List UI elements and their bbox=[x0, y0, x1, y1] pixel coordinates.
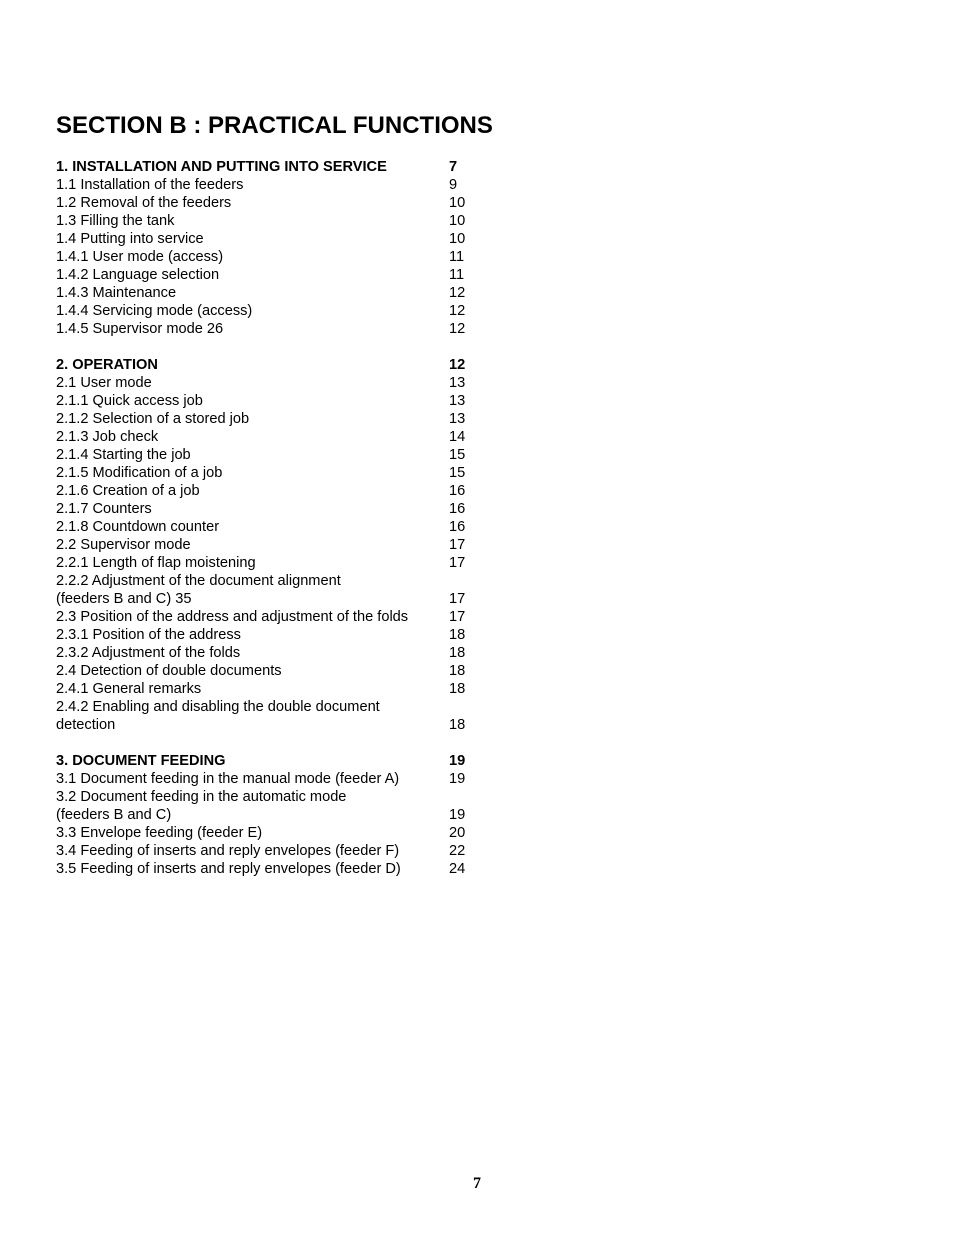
toc-entry bbox=[56, 464, 496, 482]
toc-entry bbox=[56, 428, 496, 446]
toc-entry bbox=[56, 770, 496, 788]
toc-entry bbox=[56, 644, 496, 662]
toc-entry bbox=[56, 518, 496, 536]
toc-entry-title: 2.2.1 Length of flap moistening bbox=[56, 555, 256, 571]
toc-entry-page: 19 bbox=[449, 753, 466, 769]
toc-entry bbox=[56, 392, 496, 410]
toc-entry-title bbox=[56, 788, 449, 824]
toc-entry-page: 19 bbox=[449, 771, 466, 787]
toc-section bbox=[56, 158, 496, 338]
toc-entry-title: 2.1.5 Modification of a job bbox=[56, 465, 223, 481]
toc-entry-page: 9 bbox=[449, 177, 458, 193]
toc-entry-title: 1.4.2 Language selection bbox=[56, 267, 220, 283]
toc-entry-page: 15 bbox=[449, 465, 466, 481]
toc-entry bbox=[56, 662, 496, 680]
toc-entry bbox=[56, 320, 496, 338]
toc-entry-title-line: 3.2 Document feeding in the automatic mode bbox=[56, 789, 347, 805]
toc-entry-title: 3.4 Feeding of inserts and reply envelopes (feeder F) bbox=[56, 843, 400, 859]
toc-entry-title: 2.2 Supervisor mode bbox=[56, 537, 191, 553]
toc-entry-title bbox=[56, 572, 449, 608]
toc-entry-title: 2. OPERATION bbox=[56, 357, 158, 373]
toc-entry-page: 17 bbox=[449, 591, 466, 607]
toc-entry bbox=[56, 248, 496, 266]
toc-entry-title-line: 2.4.2 Enabling and disabling the double document bbox=[56, 699, 380, 715]
toc-section-heading bbox=[56, 356, 496, 374]
toc-entry-title: 2.1.4 Starting the job bbox=[56, 447, 191, 463]
toc-entry bbox=[56, 626, 496, 644]
toc-entry-page: 15 bbox=[449, 447, 466, 463]
toc-entry-page: 18 bbox=[449, 681, 466, 697]
toc-entry-title: 2.1 User mode bbox=[56, 375, 152, 391]
toc-entry-page: 18 bbox=[449, 663, 466, 679]
toc-entry-page: 24 bbox=[449, 861, 466, 877]
toc-entry-title: 3.1 Document feeding in the manual mode (feeder A) bbox=[56, 771, 400, 787]
toc-entry-title: 1.4.4 Servicing mode (access) bbox=[56, 303, 253, 319]
toc-entry-page: 16 bbox=[449, 501, 466, 517]
toc-entry-page: 7 bbox=[449, 159, 458, 175]
toc-entry-page: 11 bbox=[449, 267, 465, 283]
toc-entry-page: 12 bbox=[449, 285, 466, 301]
toc-entry-page: 11 bbox=[449, 249, 465, 265]
toc-entry-page: 12 bbox=[449, 321, 466, 337]
toc-entry-title: 1. INSTALLATION AND PUTTING INTO SERVICE bbox=[56, 159, 387, 175]
page-title: SECTION B : PRACTICAL FUNCTIONS bbox=[56, 112, 493, 139]
toc-entry-page: 18 bbox=[449, 627, 466, 643]
toc-entry bbox=[56, 572, 496, 608]
toc-entry bbox=[56, 284, 496, 302]
toc-entry-title: 2.1.2 Selection of a stored job bbox=[56, 411, 250, 427]
toc-entry-title: 2.4.1 General remarks bbox=[56, 681, 202, 697]
toc-entry-page: 22 bbox=[449, 843, 466, 859]
toc-entry-title: 2.3 Position of the address and adjustment of the folds bbox=[56, 609, 409, 625]
toc-entry-title: 1.4.3 Maintenance bbox=[56, 285, 177, 301]
toc-entry bbox=[56, 680, 496, 698]
toc-entry-page: 10 bbox=[449, 231, 466, 247]
toc-entry-page: 16 bbox=[449, 483, 466, 499]
table-of-contents bbox=[56, 158, 496, 896]
toc-entry-title bbox=[56, 698, 449, 734]
toc-entry-title: 2.1.1 Quick access job bbox=[56, 393, 203, 409]
toc-entry bbox=[56, 608, 496, 626]
toc-entry bbox=[56, 212, 496, 230]
toc-section-heading bbox=[56, 752, 496, 770]
toc-entry-page: 10 bbox=[449, 213, 466, 229]
toc-entry-title: 2.1.6 Creation of a job bbox=[56, 483, 200, 499]
toc-entry bbox=[56, 698, 496, 734]
toc-entry-page: 17 bbox=[449, 609, 466, 625]
toc-entry-title: 2.1.3 Job check bbox=[56, 429, 159, 445]
toc-entry-title: 1.1 Installation of the feeders bbox=[56, 177, 244, 193]
toc-entry-page: 13 bbox=[449, 375, 466, 391]
toc-entry-title: 3. DOCUMENT FEEDING bbox=[56, 753, 226, 769]
toc-entry-page: 18 bbox=[449, 645, 466, 661]
toc-entry-page: 16 bbox=[449, 519, 466, 535]
toc-section bbox=[56, 752, 496, 878]
toc-entry bbox=[56, 176, 496, 194]
toc-entry bbox=[56, 788, 496, 824]
toc-entry-page: 18 bbox=[449, 717, 466, 733]
toc-entry-title: 1.2 Removal of the feeders bbox=[56, 195, 232, 211]
toc-entry-page: 17 bbox=[449, 537, 466, 553]
toc-entry bbox=[56, 374, 496, 392]
toc-section bbox=[56, 356, 496, 734]
toc-entry-page: 17 bbox=[449, 555, 466, 571]
toc-entry-title: 1.4.1 User mode (access) bbox=[56, 249, 224, 265]
toc-entry-title: 2.1.7 Counters bbox=[56, 501, 152, 517]
toc-entry-title: 3.3 Envelope feeding (feeder E) bbox=[56, 825, 263, 841]
toc-entry bbox=[56, 266, 496, 284]
toc-entry-title: 1.4 Putting into service bbox=[56, 231, 204, 247]
toc-entry-title-line: 2.2.2 Adjustment of the document alignment bbox=[56, 573, 341, 589]
toc-entry-title-line: (feeders B and C) bbox=[56, 807, 172, 823]
toc-entry bbox=[56, 194, 496, 212]
toc-entry bbox=[56, 230, 496, 248]
toc-entry-title-line: (feeders B and C) 35 bbox=[56, 591, 192, 607]
toc-entry-title: 3.5 Feeding of inserts and reply envelopes (feeder D) bbox=[56, 861, 401, 877]
toc-entry-page: 19 bbox=[449, 807, 466, 823]
toc-entry bbox=[56, 824, 496, 842]
toc-entry bbox=[56, 482, 496, 500]
toc-entry-title: 2.1.8 Countdown counter bbox=[56, 519, 220, 535]
toc-entry-title: 1.4.5 Supervisor mode 26 bbox=[56, 321, 224, 337]
toc-entry bbox=[56, 302, 496, 320]
toc-entry bbox=[56, 536, 496, 554]
toc-section-heading bbox=[56, 158, 496, 176]
toc-entry-page: 12 bbox=[449, 303, 466, 319]
toc-entry-page: 13 bbox=[449, 393, 466, 409]
toc-entry-page: 14 bbox=[449, 429, 466, 445]
toc-entry-page: 10 bbox=[449, 195, 466, 211]
toc-entry bbox=[56, 554, 496, 572]
toc-entry bbox=[56, 446, 496, 464]
toc-entry bbox=[56, 500, 496, 518]
toc-entry bbox=[56, 860, 496, 878]
toc-entry-title: 2.4 Detection of double documents bbox=[56, 663, 282, 679]
toc-entry-title: 2.3.2 Adjustment of the folds bbox=[56, 645, 241, 661]
page-number: 7 bbox=[473, 1175, 481, 1192]
toc-entry-title: 2.3.1 Position of the address bbox=[56, 627, 241, 643]
toc-entry-page: 12 bbox=[449, 357, 466, 373]
toc-entry-page: 13 bbox=[449, 411, 466, 427]
toc-entry bbox=[56, 410, 496, 428]
toc-entry-title: 1.3 Filling the tank bbox=[56, 213, 175, 229]
toc-entry-page: 20 bbox=[449, 825, 466, 841]
toc-entry-title-line: detection bbox=[56, 717, 116, 733]
toc-entry bbox=[56, 842, 496, 860]
